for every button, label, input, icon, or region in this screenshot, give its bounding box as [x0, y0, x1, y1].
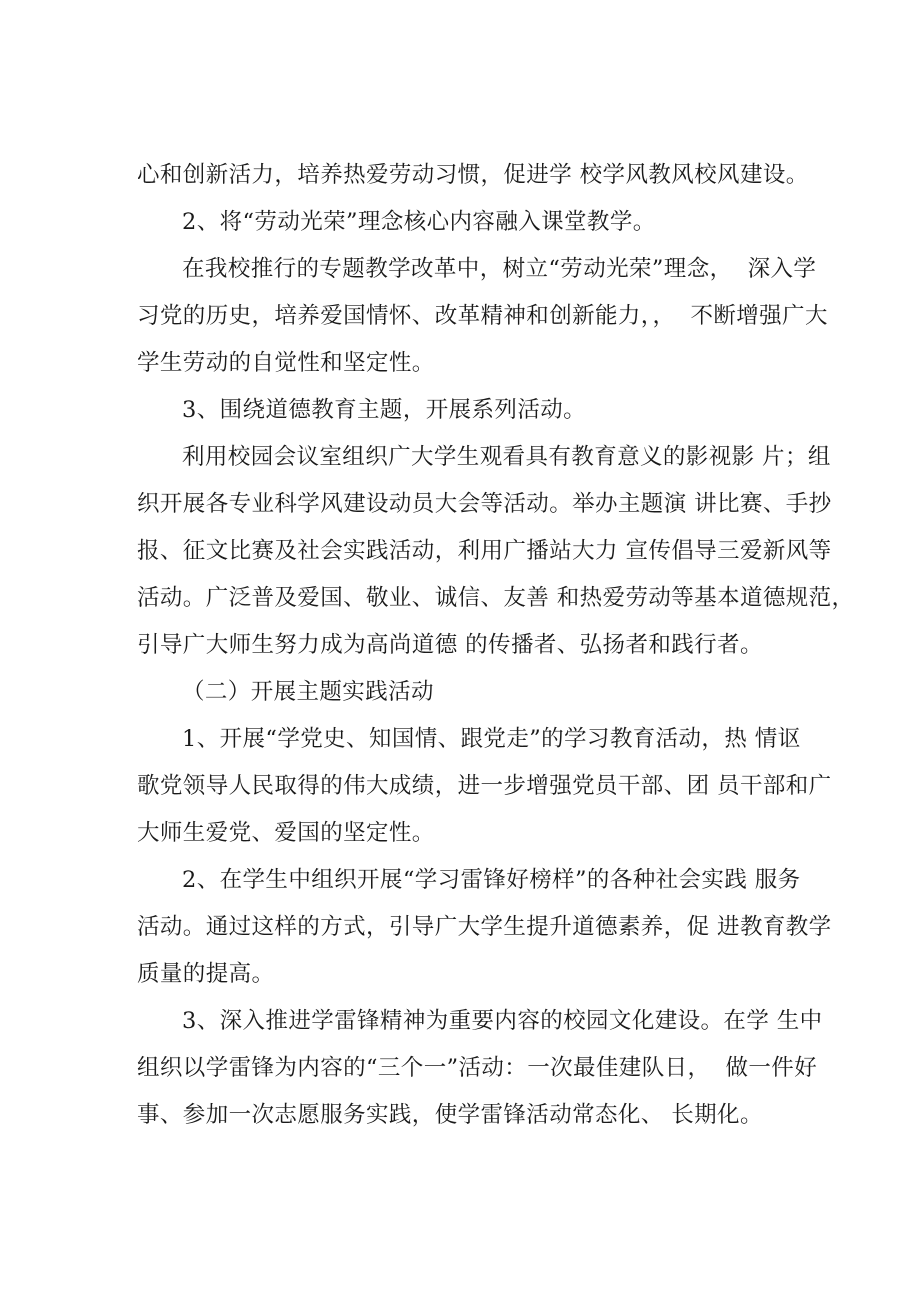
paragraph-line: 报、征文比赛及社会实践活动，利用广播站大力 宣传倡导三爱新风等	[137, 538, 832, 564]
paragraph-line: 3、深入推进学雷锋精神为重要内容的校园文化建设。在学 生中	[182, 1008, 823, 1034]
paragraph-line: 心和创新活力，培养热爱劳动习惯，促进学 校学风教风校风建设。	[137, 162, 809, 188]
paragraph-line: 学生劳动的自觉性和坚定性。	[137, 350, 435, 376]
section-heading: 2、将“劳动光荣”理念核心内容融入课堂教学。	[182, 209, 656, 235]
paragraph-line: 2、在学生中组织开展“学习雷锋好榜样”的各种社会实践 服务	[182, 867, 801, 893]
paragraph-line: 利用校园会议室组织广大学生观看具有教育意义的影视影 片；组	[182, 444, 831, 470]
paragraph-line: 活动。通过这样的方式，引导广大学生提升道德素养，促 进教育教学	[137, 914, 832, 940]
paragraph-line: 歌党领导人民取得的伟大成绩，进一步增强党员干部、团 员干部和广	[137, 773, 832, 799]
paragraph-line: 事、参加一次志愿服务实践，使学雷锋活动常态化、 长期化。	[137, 1102, 763, 1128]
paragraph-line: 引导广大师生努力成为高尚道德 的传播者、弘扬者和践行者。	[137, 632, 763, 658]
paragraph-line: 组织以学雷锋为内容的“三个一”活动：一次最佳建队日， 做一件好	[137, 1055, 818, 1081]
paragraph-line: 质量的提高。	[137, 961, 275, 987]
paragraph-line: 在我校推行的专题教学改革中，树立“劳动光荣”理念， 深入学	[182, 256, 817, 282]
section-heading: （二）开展主题实践活动	[182, 679, 434, 705]
paragraph-line: 织开展各专业科学风建设动员大会等活动。举办主题演 讲比赛、手抄	[137, 491, 832, 517]
paragraph-line: 1、开展“学党史、知国情、跟党走”的学习教育活动，热 情讴	[182, 726, 801, 752]
paragraph-line: 大师生爱党、爱国的坚定性。	[137, 820, 435, 846]
paragraph-line: 活动。广泛普及爱国、敬业、诚信、友善 和热爱劳动等基本道德规范，	[137, 585, 855, 611]
section-heading: 3、围绕道德教育主题，开展系列活动。	[182, 397, 587, 423]
paragraph-line: 习党的历史，培养爱国情怀、改革精神和创新能力，， 不断增强广大	[137, 303, 828, 329]
